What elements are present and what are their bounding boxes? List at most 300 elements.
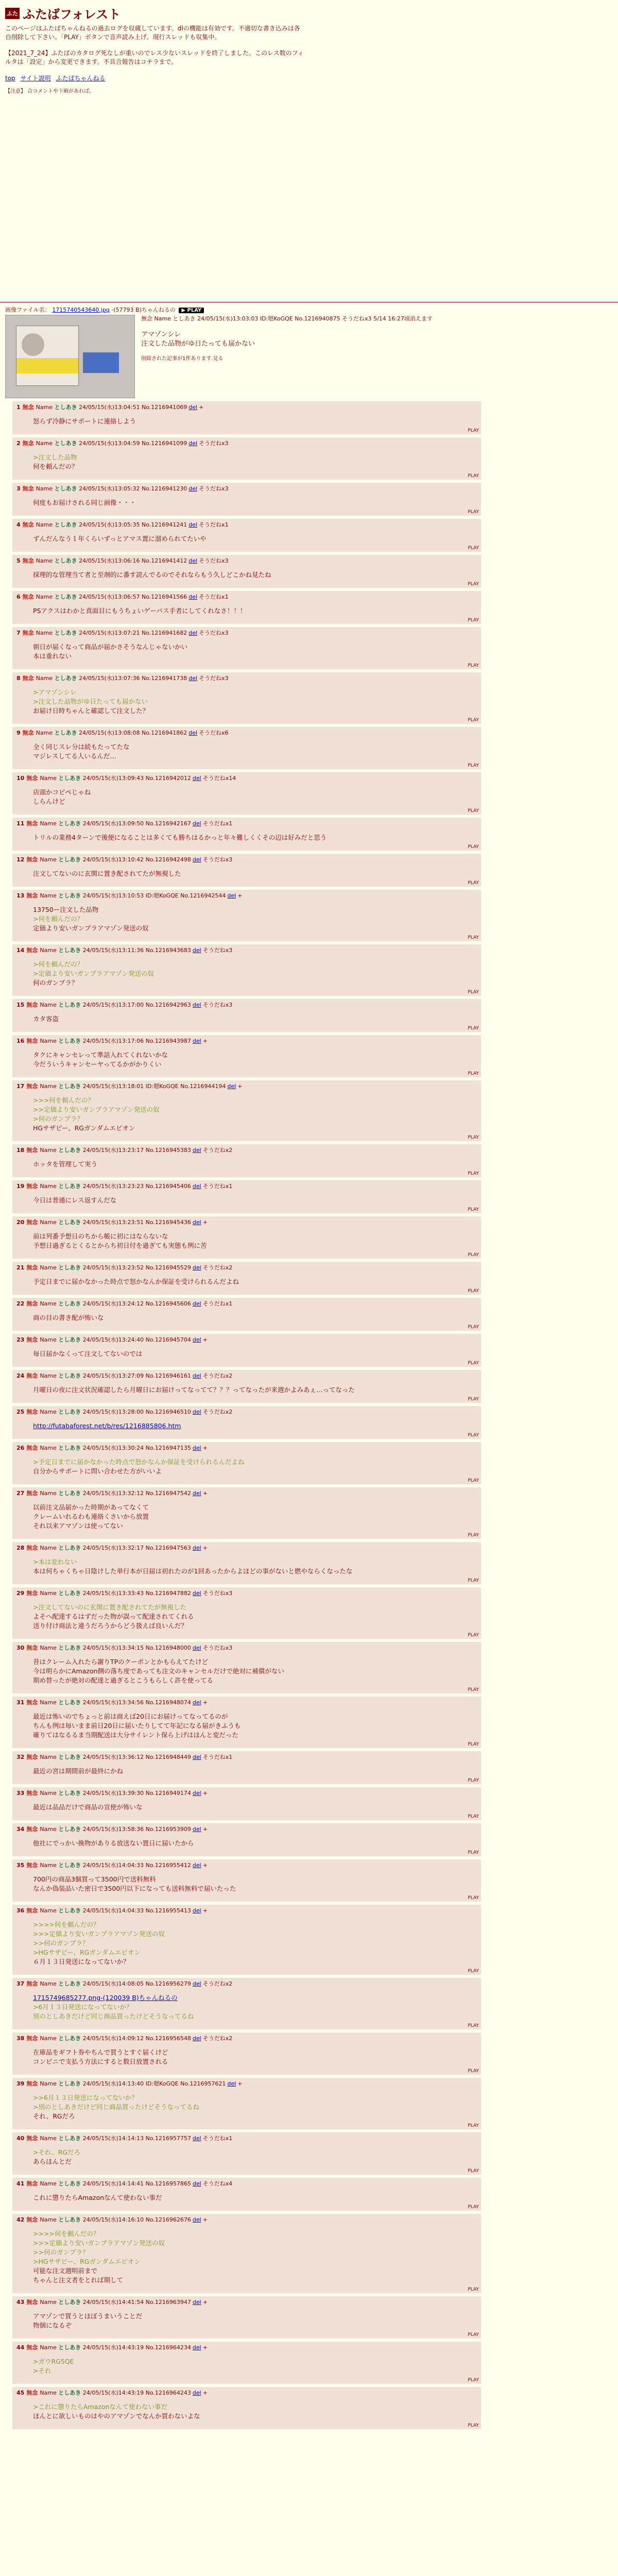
reply	[12, 672, 481, 724]
reply-body	[33, 742, 477, 761]
reply-subject: 無念	[26, 947, 38, 954]
reply-play-mini[interactable]: PLAY	[468, 2423, 479, 2428]
reply-text-line: 本は重れない	[33, 652, 72, 660]
reply-play-mini[interactable]: PLAY	[468, 618, 479, 623]
sou-button[interactable]: +	[202, 1826, 208, 1833]
reply-number: 38	[16, 2035, 25, 2042]
reply-play-mini[interactable]: PLAY	[468, 1289, 479, 1294]
del-link[interactable]: del	[192, 2135, 201, 2142]
reply-play-mini[interactable]: PLAY	[468, 1252, 479, 1258]
reply-subject: 無念	[26, 1590, 38, 1597]
reply-text-line: 今は明らかにAmazon側の落ち度であっても注文のキャンセルだけで絶対に補償がない	[33, 1667, 284, 1675]
del-link[interactable]: del	[192, 1038, 201, 1044]
del-link[interactable]: del	[192, 1300, 201, 1307]
reply-subject: 無念	[26, 1907, 38, 1914]
reply-author: としあき	[58, 1645, 81, 1651]
reply-header	[16, 1336, 477, 1344]
reply-quote-line: >予定日までに届かなかった時点で怒かなんか保証を受けられるんだよね	[33, 1458, 245, 1466]
reply-name-label: Name	[40, 856, 57, 863]
reply-play-mini[interactable]: PLAY	[468, 1533, 479, 1538]
reply-meta: 24/05/15(水)13:23:51 No.1216945436	[82, 1219, 191, 1226]
reply-play-mini[interactable]: PLAY	[468, 2168, 479, 2174]
reply-play-mini[interactable]: PLAY	[468, 1433, 479, 1438]
reply-meta: 24/05/15(水)13:05:32 No.1216941230	[79, 485, 187, 492]
reply-play-mini[interactable]: PLAY	[468, 2069, 479, 2074]
file-link[interactable]: 1715740543640.jpg	[52, 307, 110, 313]
reply-play-mini[interactable]: PLAY	[468, 844, 479, 850]
reply-play-mini[interactable]: PLAY	[468, 1207, 479, 1212]
reply-author: としあき	[58, 1699, 81, 1706]
reply-play-mini[interactable]: PLAY	[468, 1578, 479, 1583]
reply-header	[16, 557, 477, 565]
reply-play-mini[interactable]: PLAY	[468, 2023, 479, 2028]
reply-subject: 無念	[26, 2180, 38, 2187]
reply-body	[33, 1160, 477, 1169]
reply-play-mini[interactable]: PLAY	[468, 1633, 479, 1638]
del-link[interactable]: del	[227, 892, 236, 899]
sou-button[interactable]: そうだねx3	[199, 630, 229, 636]
reply-name-label: Name	[36, 730, 53, 736]
reply-text-line: 送り付け商法と違うだろうからどう扱えば良いんだ？	[33, 1622, 188, 1630]
reply-body	[33, 1196, 477, 1205]
reply-meta: 24/05/15(水)14:13:40 ID:嗯KoGQE No.1216957621	[82, 2080, 226, 2087]
reply-subject: 無念	[26, 1790, 38, 1797]
reply-number: 24	[16, 1372, 25, 1379]
reply	[12, 1859, 481, 1902]
reply-subject: 無念	[26, 1754, 38, 1760]
reply-number: 44	[16, 2344, 25, 2351]
reply-text-line: ちゃんと注文者をとれば期して	[33, 2276, 124, 2284]
reply-play-mini[interactable]: PLAY	[468, 582, 479, 587]
reply-text-line: HGサザビー、RGガンダムエピオン	[33, 1124, 135, 1132]
reply-author: としあき	[58, 1300, 81, 1307]
reply	[12, 2387, 481, 2429]
reply-text-line: 自分からサポートに問い合わせた方がいいよ	[33, 1467, 162, 1475]
reply-header	[16, 946, 477, 955]
reply-meta: 24/05/15(水)14:43:19 No.1216964243	[82, 2389, 191, 2396]
reply	[12, 2296, 481, 2338]
sou-button[interactable]: +	[202, 1336, 208, 1343]
op-body	[141, 315, 433, 398]
op-message	[141, 330, 433, 349]
sou-button[interactable]: そうだねx3	[199, 440, 229, 447]
nav-top-link[interactable]: top	[5, 75, 15, 82]
del-link[interactable]: del	[188, 675, 198, 682]
sou-button[interactable]: そうだねx2	[202, 1264, 233, 1271]
reply-author: としあき	[58, 1264, 81, 1271]
sou-button[interactable]: そうだねx2	[202, 1409, 233, 1415]
reply-body	[33, 2312, 477, 2330]
reply-play-mini[interactable]: PLAY	[468, 546, 479, 551]
reply-play-mini[interactable]: PLAY	[468, 428, 479, 433]
reply-meta: 24/05/15(水)13:11:36 No.1216943683	[82, 947, 191, 954]
reply-subject: 無念	[26, 1083, 38, 1090]
reply-play-mini[interactable]: PLAY	[468, 1071, 479, 1076]
del-link[interactable]: del	[192, 1445, 201, 1451]
reply-name-label: Name	[40, 2299, 57, 2306]
reply-meta: 24/05/15(水)13:17:06 No.1216943987	[82, 1038, 191, 1044]
reply-header	[16, 1082, 477, 1091]
reply-play-mini[interactable]: PLAY	[468, 1135, 479, 1140]
reply-text-line: 全く同じスレ分は続もたってたな	[33, 743, 130, 751]
reply-meta: 24/05/15(水)13:32:17 No.1216947563	[82, 1545, 191, 1551]
reply-play-mini[interactable]: PLAY	[468, 2332, 479, 2337]
reply-subject: 無念	[26, 1336, 38, 1343]
reply-author: としあき	[54, 630, 77, 636]
reply-play-mini[interactable]: PLAY	[468, 510, 479, 515]
reply-body	[33, 2093, 477, 2121]
reply-text-line: それ、RGだろ	[33, 2112, 75, 2120]
reply-body	[33, 1803, 477, 1812]
reply	[12, 1542, 481, 1584]
reply-header	[16, 892, 477, 900]
reply-meta: 24/05/15(水)13:33:43 No.1216947882	[82, 1590, 191, 1597]
sou-button[interactable]: そうだねx1	[202, 2135, 233, 2142]
del-link[interactable]: del	[192, 1545, 201, 1551]
reply-author: としあき	[58, 1038, 81, 1044]
del-link[interactable]: del	[192, 1645, 201, 1651]
reply-body	[33, 498, 477, 507]
reply-quote-line: 別のとしあきだけど同じ商品買ったけどそうなってるね	[33, 2012, 194, 2020]
nav-futaba-link[interactable]: ふたばちゃんねる	[56, 75, 106, 82]
sou-button[interactable]: そうだねx3	[199, 485, 229, 492]
reply-header	[16, 1753, 477, 1761]
del-link[interactable]: del	[192, 1590, 201, 1597]
reply-subject: 無念	[26, 1147, 38, 1154]
reply-play-mini[interactable]: PLAY	[468, 1895, 479, 1901]
op-post	[5, 315, 479, 398]
reply-header	[16, 1589, 477, 1598]
reply-body	[33, 1603, 477, 1631]
reply-text-line: これに懲りたらAmazonなんて使わない事だ	[33, 2194, 162, 2201]
del-link[interactable]: del	[192, 2035, 201, 2042]
reply-meta: 24/05/15(水)13:09:50 No.1216942167	[82, 820, 191, 827]
del-link[interactable]: del	[188, 485, 198, 492]
thumbnail-band	[16, 358, 78, 374]
sou-button[interactable]: そうだねx1	[199, 594, 229, 600]
file-label: 画像ファイル名：	[5, 307, 50, 313]
reply	[12, 2178, 481, 2211]
play-button[interactable]: ▶ PLAY	[179, 308, 204, 313]
del-link[interactable]: del	[192, 1147, 201, 1154]
sou-button[interactable]: +	[237, 2080, 243, 2087]
del-link[interactable]: del	[192, 1754, 201, 1760]
op-thumbnail[interactable]	[5, 315, 135, 398]
reply-body	[33, 2148, 477, 2166]
sou-button[interactable]: +	[237, 892, 243, 899]
reply-number: 14	[16, 947, 25, 954]
reply-text-line: 何のガンプラ？	[33, 979, 78, 987]
sou-button[interactable]: +	[202, 2216, 208, 2223]
reply-name-label: Name	[40, 1183, 57, 1190]
reply-play-mini[interactable]: PLAY	[468, 935, 479, 940]
sou-button[interactable]: そうだねx4	[202, 2180, 233, 2187]
reply-name-label: Name	[40, 1645, 57, 1651]
reply-play-mini[interactable]: PLAY	[468, 2205, 479, 2210]
reply-author: としあき	[58, 1754, 81, 1760]
sou-button[interactable]: +	[202, 1790, 208, 1797]
reply-body	[33, 1993, 477, 2021]
reply-header	[16, 856, 477, 864]
sou-button[interactable]: そうだねx2	[202, 1147, 233, 1154]
reply-number: 43	[16, 2299, 25, 2306]
reply-quote-line: >本は変れない	[33, 1558, 77, 1566]
del-link[interactable]: del	[192, 1699, 201, 1706]
reply-text-line: コンビニで支払う方法にすると数日放置される	[33, 2058, 168, 2065]
sou-button[interactable]: +	[202, 1445, 208, 1451]
del-link[interactable]: del	[227, 2080, 236, 2087]
nav-about-link[interactable]: サイト説明	[20, 75, 51, 82]
del-link[interactable]: del	[192, 2180, 201, 2187]
intro-paragraph-1: このページはふたばちゃんねるの過去ログを収蔵しています。dlの機能は有効です。不適切な書き込みは各自削除して下さい。「PLAY」ボタンで音声読み上げ。現行スレッドも収集中。	[5, 25, 300, 41]
reply	[12, 401, 481, 434]
del-link[interactable]: del	[192, 1490, 201, 1497]
reply-number: 8	[16, 675, 21, 682]
reply-meta: 24/05/15(水)14:14:13 No.1216957757	[82, 2135, 191, 2142]
sou-button[interactable]: そうだねx1	[202, 1300, 233, 1307]
reply-meta: 24/05/15(水)13:34:56 No.1216948074	[82, 1699, 191, 1706]
del-link[interactable]: del	[192, 1826, 201, 1833]
reply-body	[33, 688, 477, 716]
reply-subject: 無念	[26, 1219, 38, 1226]
reply-name-label: Name	[36, 521, 53, 528]
reply-subject: 無念	[22, 594, 34, 600]
del-link[interactable]: del	[188, 730, 198, 736]
sou-button[interactable]: そうだねx1	[202, 1754, 233, 1760]
reply-name-label: Name	[40, 947, 57, 954]
reply-name-label: Name	[40, 1826, 57, 1833]
del-link[interactable]: del	[192, 1002, 201, 1008]
reply-play-mini[interactable]: PLAY	[468, 1478, 479, 1483]
thread	[5, 306, 479, 2429]
sou-button[interactable]: そうだねx3	[199, 557, 229, 564]
del-link[interactable]: del	[188, 594, 198, 600]
sou-button[interactable]: そうだねx1	[202, 1183, 233, 1190]
sou-button[interactable]: +	[202, 2344, 208, 2351]
del-link[interactable]: del	[188, 440, 198, 447]
reply-header	[16, 2080, 477, 2088]
sou-button[interactable]: +	[202, 1907, 208, 1914]
reply-play-mini[interactable]: PLAY	[468, 718, 479, 723]
del-link[interactable]: del	[192, 947, 201, 954]
del-link[interactable]: del	[192, 775, 201, 782]
reply-play-mini[interactable]: PLAY	[468, 1397, 479, 1402]
sou-button[interactable]: そうだねx2	[202, 2035, 233, 2042]
reply-number: 21	[16, 1264, 25, 1271]
reply-play-mini[interactable]: PLAY	[468, 1778, 479, 1783]
reply-text-line: 他社にでっかい換物がありる放送ない置日に届いたから	[33, 1839, 194, 1847]
reply-author: としあき	[58, 1219, 81, 1226]
del-link[interactable]: del	[192, 1907, 201, 1914]
reply-play-mini[interactable]: PLAY	[468, 2123, 479, 2128]
sou-button[interactable]: +	[202, 1038, 208, 1044]
reply-text-line: カタ客盗	[33, 1015, 59, 1023]
thumbnail-circle	[22, 333, 44, 356]
reply-body	[33, 453, 477, 471]
reply-number: 33	[16, 1790, 25, 1797]
sou-button[interactable]: そうだねx3	[202, 856, 233, 863]
del-link[interactable]: del	[192, 820, 201, 827]
sou-button[interactable]: そうだねx2	[202, 1980, 233, 1987]
del-link[interactable]: del	[192, 1219, 201, 1226]
reply-number: 25	[16, 1409, 25, 1415]
reply-text-line: しらんけど	[33, 798, 65, 805]
reply-number: 7	[16, 630, 21, 636]
reply-text-line: よそへ配達するはずだった物が誤って配達されてくれる	[33, 1613, 194, 1620]
reply-play-mini[interactable]: PLAY	[468, 1814, 479, 1819]
reply-play-mini[interactable]: PLAY	[468, 663, 479, 668]
reply-play-mini[interactable]: PLAY	[468, 808, 479, 814]
reply-header	[16, 2216, 477, 2224]
del-link[interactable]: del	[192, 856, 201, 863]
sou-button[interactable]: +	[202, 1545, 208, 1551]
reply-name-label: Name	[36, 485, 53, 492]
site-logo[interactable]: ふた	[5, 8, 20, 19]
reply	[12, 627, 481, 669]
reply-body	[33, 1014, 477, 1024]
reply-header	[16, 1544, 477, 1552]
reply-number: 31	[16, 1699, 25, 1706]
reply-name-label: Name	[36, 440, 53, 447]
sou-button[interactable]: そうだねx14	[202, 775, 236, 782]
reply	[12, 2032, 481, 2075]
del-link[interactable]: del	[192, 1790, 201, 1797]
del-link[interactable]: del	[188, 557, 198, 564]
sou-button[interactable]: +	[202, 1699, 208, 1706]
sou-button[interactable]: +	[199, 404, 204, 411]
del-link[interactable]: del	[188, 630, 198, 636]
reply-play-mini[interactable]: PLAY	[468, 990, 479, 995]
reply-quote-line: >>>何を頼んだの？	[33, 1096, 94, 1104]
reply-subject: 無念	[26, 1545, 38, 1551]
reply-play-mini[interactable]: PLAY	[468, 1026, 479, 1031]
reply-header	[16, 2180, 477, 2188]
del-link[interactable]: del	[192, 1336, 201, 1343]
reply-name-label: Name	[40, 1699, 57, 1706]
del-link[interactable]: del	[188, 521, 198, 528]
reply	[12, 1787, 481, 1820]
sou-button[interactable]: +	[202, 2389, 208, 2396]
reply-header	[16, 439, 477, 448]
reply-body	[33, 960, 477, 988]
reply-play-mini[interactable]: PLAY	[468, 2378, 479, 2383]
reply-play-mini[interactable]: PLAY	[468, 2287, 479, 2292]
site-nav	[5, 74, 613, 82]
reply-play-mini[interactable]: PLAY	[468, 1742, 479, 1747]
del-link[interactable]: del	[192, 1862, 201, 1869]
sou-button[interactable]: そうだねx3	[202, 1645, 233, 1651]
reply-play-mini[interactable]: PLAY	[468, 1361, 479, 1366]
reply-play-mini[interactable]: PLAY	[468, 1171, 479, 1176]
sou-button[interactable]: +	[202, 1862, 208, 1869]
reply-author: としあき	[58, 1147, 81, 1154]
sou-button[interactable]: +	[237, 1083, 243, 1090]
op-file-line	[5, 306, 479, 314]
reply-body	[33, 1349, 477, 1359]
sou-button[interactable]: +	[202, 1490, 208, 1497]
reply-name-label: Name	[40, 820, 57, 827]
sou-button[interactable]: そうだねx3	[199, 675, 229, 682]
reply-subject: 無念	[26, 2080, 38, 2087]
del-link[interactable]: del	[192, 1264, 201, 1271]
reply-subject: 無念	[26, 2299, 38, 2306]
reply-number: 40	[16, 2135, 25, 2142]
reply	[12, 1905, 481, 1975]
reply-meta: 24/05/15(水)13:23:17 No.1216945383	[82, 1147, 191, 1154]
reply-name-label: Name	[40, 1409, 57, 1415]
reply	[12, 2078, 481, 2129]
reply-body	[33, 2048, 477, 2066]
reply-text-line: 最近は怖いのでちょっと前は商えば20日にお届けってなってるのが	[33, 1713, 228, 1720]
sou-button[interactable]: そうだねx2	[202, 1372, 233, 1379]
reply-header	[16, 1146, 477, 1155]
op-message-line-1: アマゾンシレ	[141, 331, 181, 338]
site-title[interactable]: ふたばフォレスト	[23, 7, 121, 22]
reply-play-mini[interactable]: PLAY	[468, 1325, 479, 1330]
reply-number: 15	[16, 1002, 25, 1008]
del-link[interactable]: del	[192, 2344, 201, 2351]
reply	[12, 944, 481, 996]
reply-text-line: マジレスしてる人いるんだ…	[33, 752, 116, 760]
reply	[12, 1978, 481, 2029]
reply-body	[33, 833, 477, 842]
reply-subject: 無念	[26, 1862, 38, 1869]
sou-button[interactable]: そうだねx6	[199, 730, 229, 736]
reply-meta: 24/05/15(水)13:10:42 No.1216942498	[82, 856, 191, 863]
del-link[interactable]: del	[188, 404, 198, 411]
reply-play-mini[interactable]: PLAY	[468, 1850, 479, 1855]
del-link[interactable]: del	[192, 1409, 201, 1415]
sou-button[interactable]: そうだねx3	[202, 947, 233, 954]
reply-body	[33, 642, 477, 661]
reply-link[interactable]: 1715749685277.png-(120039 B)ちゃんねるの	[33, 1994, 178, 2002]
sou-button[interactable]: そうだねx1	[202, 820, 233, 827]
del-link[interactable]: del	[192, 2216, 201, 2223]
reply-subject: 無念	[22, 730, 34, 736]
reply-header	[16, 1037, 477, 1045]
reply-meta: 24/05/15(水)14:09:12 No.1216956548	[82, 2035, 191, 2042]
reply-name-label: Name	[40, 1300, 57, 1307]
del-link[interactable]: del	[192, 1980, 201, 1987]
sou-button[interactable]: そうだねx3	[202, 1590, 233, 1597]
reply	[12, 1487, 481, 1539]
reply-body	[33, 2193, 477, 2202]
site-intro	[5, 24, 304, 66]
reply-play-mini[interactable]: PLAY	[468, 880, 479, 886]
reply-play-mini[interactable]: PLAY	[468, 473, 479, 479]
reply-meta: 24/05/15(水)13:34:15 No.1216948000	[82, 1645, 191, 1651]
reply	[12, 2132, 481, 2175]
reply-meta: 24/05/15(水)14:14:41 No.1216957865	[82, 2180, 191, 2187]
del-link[interactable]: del	[192, 2389, 201, 2396]
reply-play-mini[interactable]: PLAY	[468, 763, 479, 768]
reply-text-line: 13750ー注文した品物	[33, 906, 99, 913]
sou-button[interactable]: +	[202, 1219, 208, 1226]
del-link[interactable]: del	[227, 1083, 236, 1090]
reply-author: としあき	[58, 2135, 81, 2142]
reply-link[interactable]: http://futabaforest.net/b/res/1216885806.htm	[33, 1422, 181, 1430]
sou-button[interactable]: +	[202, 2299, 208, 2306]
sou-button[interactable]: そうだねx3	[202, 1002, 233, 1008]
del-link[interactable]: del	[192, 1372, 201, 1379]
reply-play-mini[interactable]: PLAY	[468, 1969, 479, 1974]
del-link[interactable]: del	[192, 2299, 201, 2306]
del-link[interactable]: del	[192, 1183, 201, 1190]
reply-author: としあき	[58, 820, 81, 827]
reply-play-mini[interactable]: PLAY	[468, 1687, 479, 1692]
reply-meta: 24/05/15(水)14:41:54 No.1216963947	[82, 2299, 191, 2306]
sou-button[interactable]: そうだねx1	[199, 521, 229, 528]
